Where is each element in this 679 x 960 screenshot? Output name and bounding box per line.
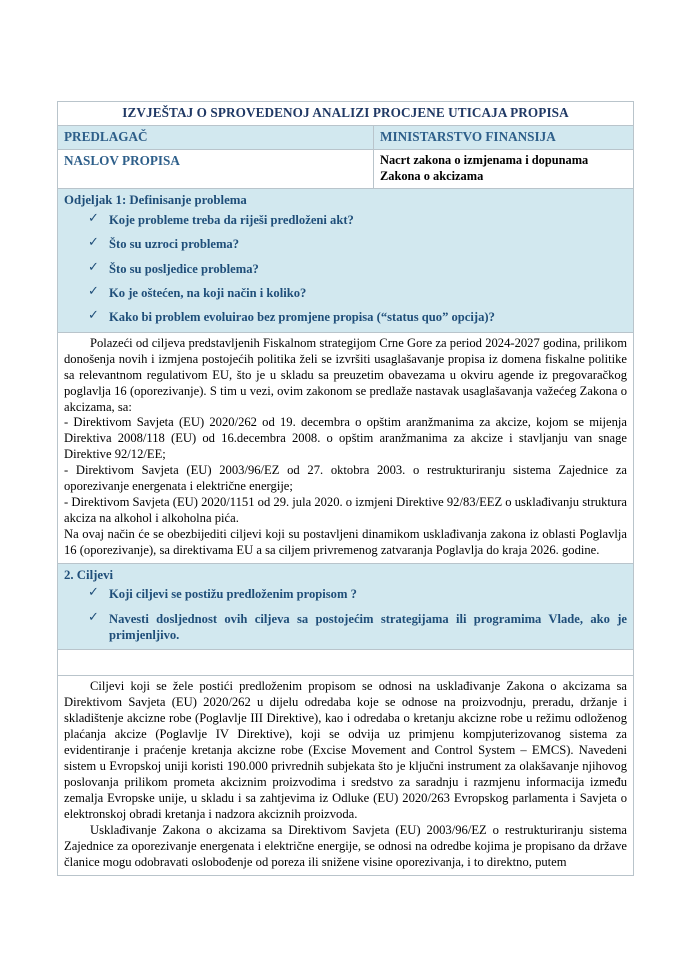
paragraph: Usklađivanje Zakona o akcizama sa Direktivom Savjeta (EU) 2003/96/EZ o restrukturiranju sistema Zajednice za oporezivanje energenata i električne energije, se odnosi na odredbe kojima je propisano da države članice mogu odobravati oslobođenje od poreza ili snižene visine oporezivanja, i to direktno, putem (64, 822, 628, 869)
list-item-label: Što su posljedice problema? (109, 261, 259, 276)
section1-body (58, 332, 634, 563)
meta-label-predlagac: PREDLAGAČ (58, 125, 374, 149)
paragraph: - Direktivom Savjeta (EU) 2020/262 od 19. decembra o opštim aranžmanima za akcize, kojom se mijenja Direktiva 2008/118 (EU) od 16.decembra 2008. o opštim aranžmanima za akcize i stavljanju van snage Direktive 92/12/EE; (64, 415, 628, 462)
list-item-label: Koji ciljevi se postižu predloženim propisom ? (109, 587, 357, 602)
table-row-title (58, 102, 634, 126)
list-item (88, 261, 627, 277)
meta-value-naslov-propisa (374, 149, 634, 189)
paragraph: Na ovaj način će se obezbijediti ciljevi koji su postavljeni dinamikom usklađivanja zakona iz oblasti Poglavlja 16 (oporezivanje), sa direktivama EU a sa ciljem privremenog zatvaranja Poglavlja do kraja 2026. godine. (64, 526, 628, 557)
ria-report-table (57, 101, 634, 876)
section1-question-list (64, 212, 627, 326)
table-row-section1-heading (58, 189, 634, 332)
meta-value-predlagac: MINISTARSTVO FINANSIJA (374, 125, 634, 149)
list-item-label: Što su uzroci problema? (109, 237, 240, 252)
check-icon: ✓ (88, 259, 99, 275)
paragraph: Ciljevi koji se žele postići predloženim propisom se odnosi na usklađivanje Zakona o akcizama sa Direktivom Savjeta (EU) 2020/262 u dijelu odredaba koje se odnose na proizvodnju, preradu, držanje i skladištenje akcizne robe (Poglavlje III Direktive), kao i odredaba o kretanju akcizne robe u režimu odloženog plaćanja akcize (Poglavlje IV Direktive), koji se odvija uz primjenu kompjuterizovanog sistema za evidentiranje i praćenje kretanja akcizne robe (Excise Movement and Control System – EMCS). Navedeni sistem u Evropskoj uniji koristi 190.000 privrednih subjekata što je ključni instrument za olakšavanje njihovog poslovanja prilikom prometa akciznim proizvodima i sredstvo za saradnju i razmjenu informacija između zemalja Evropske unije, u skladu i sa zahtjevima iz Odluke (EU) 2020/263 Evropskog parlamenta i Savjeta o elektronskoj obradi kretanja i nadzora akciznih proizvoda. (64, 679, 628, 821)
table-body (58, 102, 634, 876)
list-item-label: Kako bi problem evoluirao bez promjene propisa (“status quo” opcija)? (109, 310, 495, 325)
paragraph: Polazeći od ciljeva predstavljenih Fiskalnom strategijom Crne Gore za period 2024-2027 godina, prilikom donošenja novih i izmjena postojećih politika želi se izvršiti usaglašavanje propisa iz domena fiskalne politike sa relevantnom regulativom EU, što je u skladu sa preuzetim obavezama u okviru agende iz pregovaračkog poglavlja 16 (oporezivanje). S tim u vezi, ovim zakonom se predlaže nastavak usaglašavanja važećeg Zakona o akcizama, sa: (64, 335, 628, 414)
list-item (88, 586, 627, 602)
list-item-label: Navesti dosljednost ovih ciljeva sa postojećim strategijama ili programima Vlade, ako je primjenljivo. (109, 611, 628, 643)
table-row-spacer (58, 650, 634, 676)
table-row-section2-heading (58, 563, 634, 650)
section2-question-list (64, 586, 627, 643)
check-icon: ✓ (88, 235, 99, 251)
list-item (88, 285, 627, 301)
paragraph: - Direktivom Savjeta (EU) 2003/96/EZ od 27. oktobra 2003. o restrukturiranju sistema Zajednice za oporezivanje energenata i električne energije; (64, 463, 628, 494)
section1-block (58, 189, 634, 332)
table-row-section1-body (58, 332, 634, 563)
check-icon: ✓ (88, 211, 99, 227)
check-icon: ✓ (88, 585, 99, 601)
table-row (58, 149, 634, 189)
list-item-label: Ko je oštećen, na koji način i koliko? (109, 286, 307, 301)
paragraph: - Direktivom Savjeta (EU) 2020/1151 od 29. jula 2020. o izmjeni Direktive 92/83/EEZ o usklađivanju struktura akciza na alkohol i alkoholna pića. (64, 495, 628, 525)
list-item (88, 611, 627, 644)
section2-title: 2. Ciljevi (64, 567, 114, 582)
check-icon: ✓ (88, 308, 99, 324)
table-row (58, 125, 634, 149)
check-icon: ✓ (88, 284, 99, 300)
list-item (88, 236, 627, 252)
section2-body (58, 676, 634, 875)
table-row-section2-body (58, 676, 634, 875)
value-line: Nacrt zakona o izmjenama i dopunama (380, 152, 589, 167)
list-item-label: Koje probleme treba da riješi predloženi akt? (109, 213, 354, 228)
section2-block (58, 563, 634, 650)
check-icon: ✓ (88, 609, 99, 625)
list-item (88, 309, 627, 325)
report-title: IZVJEŠTAJ O SPROVEDENOJ ANALIZI PROCJENE UTICAJA PROPISA (58, 102, 634, 126)
value-line: Zakona o akcizama (380, 168, 484, 183)
section1-title: Odjeljak 1: Definisanje problema (64, 193, 247, 208)
meta-label-naslov-propisa: NASLOV PROPISA (58, 149, 374, 189)
list-item (88, 212, 627, 228)
spacer (58, 650, 634, 676)
